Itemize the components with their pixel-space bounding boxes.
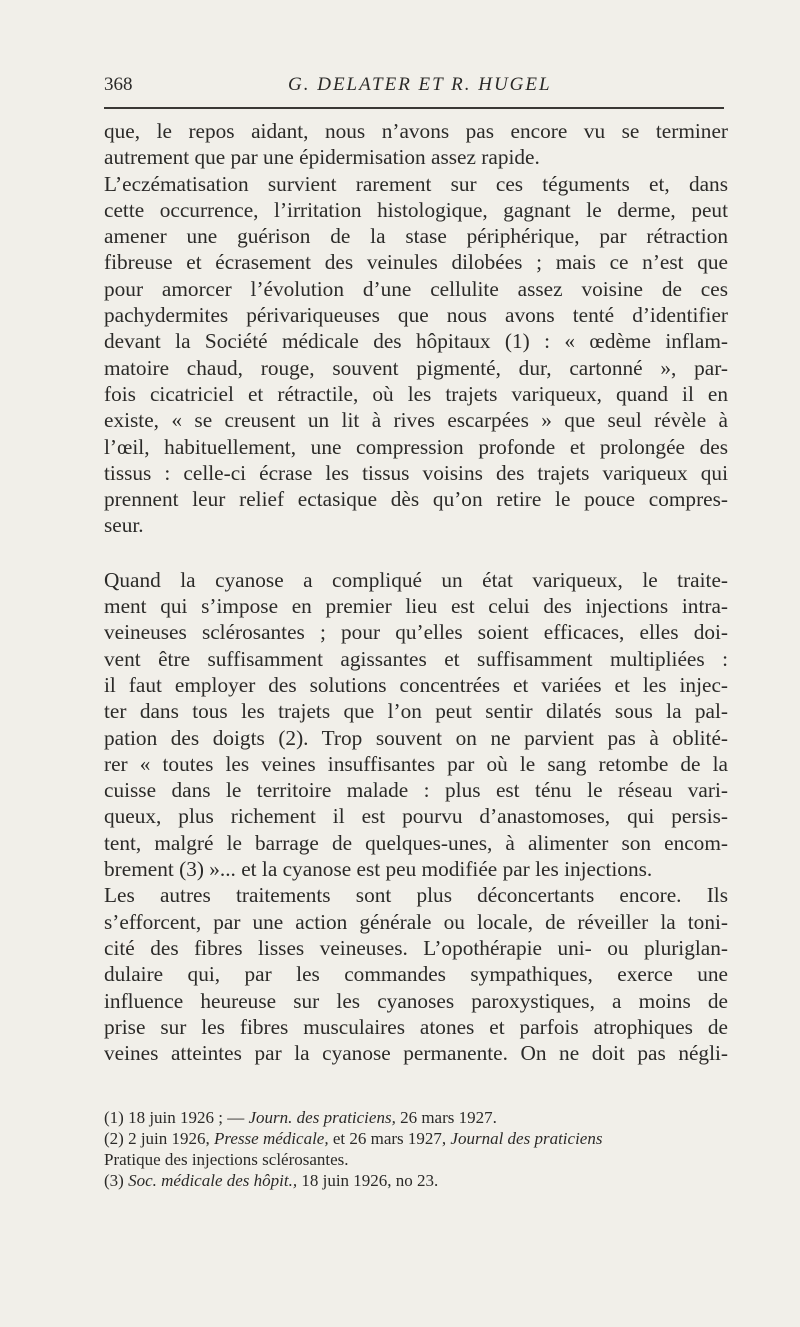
running-title: G. DELATER ET R. HUGEL: [288, 74, 552, 95]
footnote-1: [104, 1107, 728, 1128]
page-number: 368: [104, 74, 133, 95]
body-text: [104, 118, 728, 1066]
text-line: fois cicatriciel et rétractile, où les trajets variqueux, quand il en: [104, 381, 728, 406]
text-line: s’efforcent, par une action générale ou locale, de réveiller la toni-: [104, 909, 728, 934]
text-line: pation des doigts (2). Trop souvent on ne parvient pas à oblité-: [104, 725, 728, 750]
text-line: L’eczématisation survient rarement sur ces téguments et, dans: [104, 171, 728, 196]
text-line: cité des fibres lisses veineuses. L’opothérapie uni- ou pluriglan-: [104, 935, 728, 960]
text-line: cuisse dans le territoire malade : plus est ténu le réseau vari-: [104, 778, 728, 803]
text-line: amener une guérison de la stase périphérique, par rétraction: [104, 224, 728, 249]
footnote-text: 26 mars 1927.: [395, 1108, 497, 1127]
text-line: Les autres traitements sont plus déconcertants encore. Ils: [104, 883, 728, 908]
header-rule: [104, 107, 724, 109]
footnote-citation: Presse médicale,: [214, 1129, 329, 1148]
paragraph: [104, 171, 728, 539]
footnotes: [104, 1107, 728, 1191]
text-line: cette occurrence, l’irritation histologique, gagnant le derme, peut: [104, 197, 728, 222]
text-line: prennent leur relief ectasique dès qu’on retire le pouce compres-: [104, 487, 728, 512]
footnote-citation: Journal des praticiens: [450, 1129, 603, 1148]
footnote-citation: Soc. médicale des hôpit.,: [128, 1171, 298, 1190]
text-line: brement (3) »... et la cyanose est peu modifiée par les injections.: [104, 857, 653, 882]
text-line: seur.: [104, 513, 144, 538]
page-header: [104, 74, 724, 100]
paragraph-gap: [104, 539, 728, 567]
footnote-text: (3): [104, 1171, 129, 1190]
paragraph: [104, 567, 728, 883]
footnote-citation: Journ. des praticiens,: [248, 1108, 396, 1127]
footnote-3: [104, 1170, 728, 1191]
text-line: rer « toutes les veines insuffisantes par où le sang retombe de la: [104, 751, 728, 776]
text-line: autrement que par une épidermisation assez rapide.: [104, 145, 540, 170]
text-line: fibreuse et écrasement des veinules dilobées ; mais ce n’est que: [104, 250, 728, 275]
footnote-2-continued: Pratique des injections sclérosantes.: [104, 1150, 349, 1169]
text-line: existe, « se creusent un lit à rives escarpées » que seul révèle à: [104, 408, 728, 433]
text-line: tent, malgré le barrage de quelques-unes, à alimenter son encom-: [104, 830, 728, 855]
paragraph: [104, 882, 728, 1066]
text-line: queux, plus richement il est pourvu d’anastomoses, qui persis-: [104, 804, 728, 829]
text-line: l’œil, habituellement, une compression profonde et prolongée des: [104, 434, 728, 459]
text-line: vent être suffisamment agissantes et suffisamment multipliées :: [104, 646, 728, 671]
text-line: veines atteintes par la cyanose permanente. On ne doit pas négli-: [104, 1041, 728, 1066]
footnote-2: [104, 1128, 728, 1149]
text-line: devant la Société médicale des hôpitaux (1) : « œdème inflam-: [104, 329, 728, 354]
text-line: prise sur les fibres musculaires atones et parfois atrophiques de: [104, 1014, 728, 1039]
footnote-text: 18 juin 1926, no 23.: [297, 1171, 439, 1190]
text-line: Quand la cyanose a compliqué un état variqueux, le traite-: [104, 567, 728, 592]
footnote-text: (1) 18 juin 1926 ; —: [104, 1108, 249, 1127]
text-line: ter dans tous les trajets que l’on peut sentir dilatés sous la pal-: [104, 699, 728, 724]
text-line: il faut employer des solutions concentrées et variées et les injec-: [104, 672, 728, 697]
footnote-text: (2) 2 juin 1926,: [104, 1129, 215, 1148]
text-line: tissus : celle-ci écrase les tissus voisins des trajets variqueux qui: [104, 460, 728, 485]
text-line: matoire chaud, rouge, souvent pigmenté, dur, cartonné », par-: [104, 355, 728, 380]
text-line: que, le repos aidant, nous n’avons pas encore vu se terminer: [104, 119, 728, 143]
paragraph: [104, 118, 728, 171]
text-line: dulaire qui, par les commandes sympathiques, exerce une: [104, 962, 728, 987]
text-line: pachydermites périvariqueuses que nous avons tenté d’identifier: [104, 303, 728, 328]
text-line: ment qui s’impose en premier lieu est celui des injections intra-: [104, 594, 728, 619]
text-line: influence heureuse sur les cyanoses paroxystiques, a moins de: [104, 988, 728, 1013]
text-line: pour amorcer l’évolution d’une cellulite assez voisine de ces: [104, 276, 728, 301]
text-line: veineuses sclérosantes ; pour qu’elles soient efficaces, elles doi-: [104, 620, 728, 645]
footnote-text: et 26 mars 1927,: [328, 1129, 451, 1148]
